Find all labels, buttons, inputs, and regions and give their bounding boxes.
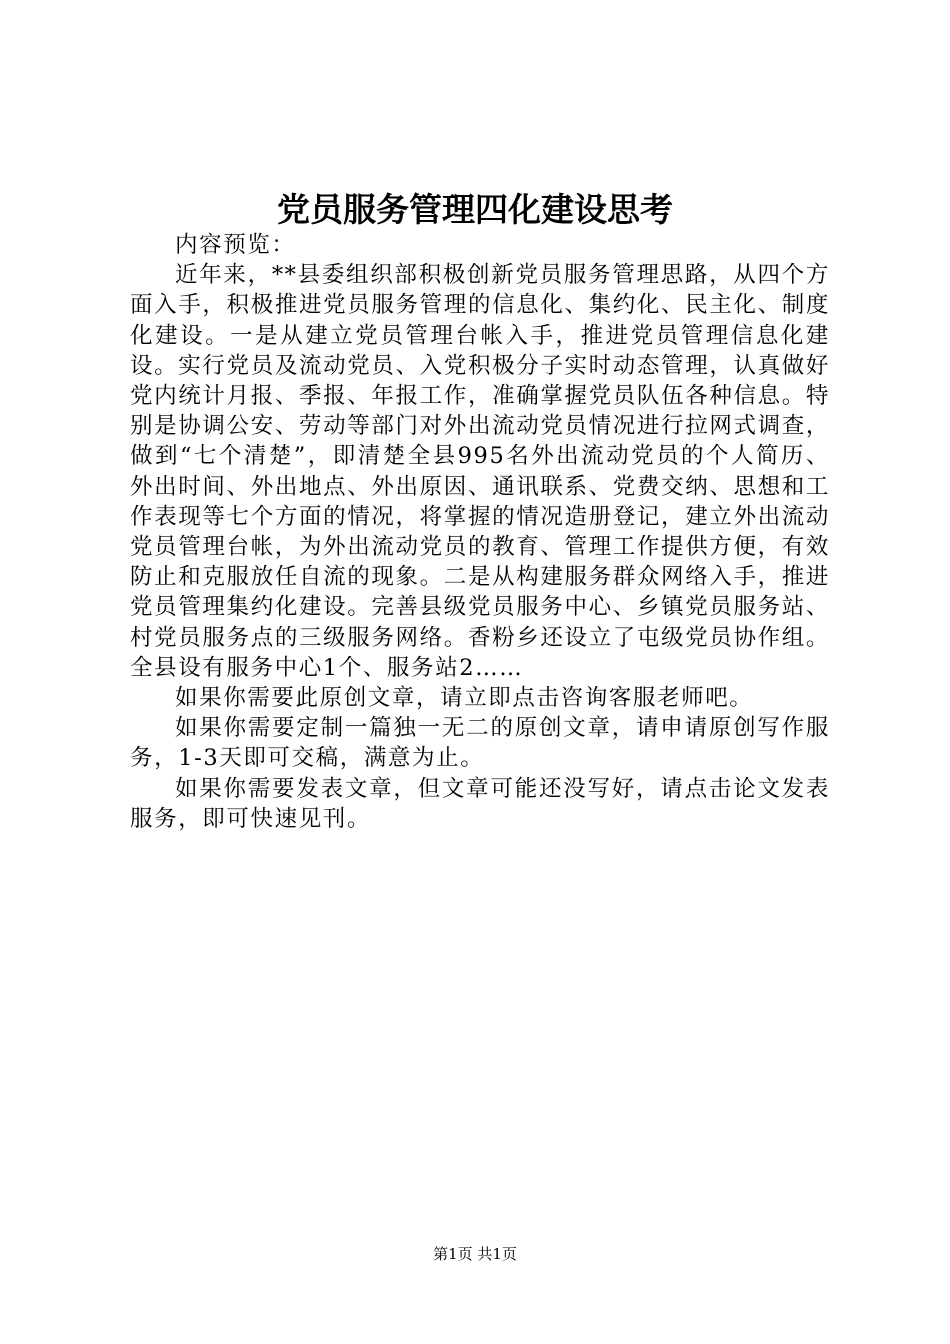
page-number-footer: 第1页 共1页	[433, 1245, 517, 1263]
custom-writing-paragraph: 如果你需要定制一篇独一无二的原创文章，请申请原创写作服务，1-3天即可交稿，满意为止。	[130, 715, 830, 772]
document-title: 党员服务管理四化建设思考	[277, 190, 673, 229]
document-body	[130, 230, 830, 834]
preview-paragraph: 近年来，**县委组织部积极创新党员服务管理思路，从四个方面入手，积极推进党员服务管理的信息化、集约化、民主化、制度化建设。一是从建立党员管理台帐入手，推进党员管理信息化建设。实行党员及流动党员、入党积极分子实时动态管理，认真做好党内统计月报、季报、年报工作，准确掌握党员队伍各种信息。特别是协调公安、劳动等部门对外出流动党员情况进行拉网式调查，做到“七个清楚”，即清楚全县995名外出流动党员的个人简历、外出时间、外出地点、外出原因、通讯联系、党费交纳、思想和工作表现等七个方面的情况，将掌握的情况造册登记，建立外出流动党员管理台帐，为外出流动党员的教育、管理工作提供方便，有效防止和克服放任自流的现象。二是从构建服务群众网络入手，推进党员管理集约化建设。完善县级党员服务中心、乡镇党员服务站、村党员服务点的三级服务网络。香粉乡还设立了屯级党员协作组。全县设有服务中心1个、服务站2……	[130, 262, 830, 681]
publish-paragraph: 如果你需要发表文章，但文章可能还没写好，请点击论文发表服务，即可快速见刊。	[130, 775, 830, 832]
preview-label: 内容预览：	[175, 232, 296, 258]
consult-paragraph: 如果你需要此原创文章，请立即点击咨询客服老师吧。	[175, 685, 754, 712]
